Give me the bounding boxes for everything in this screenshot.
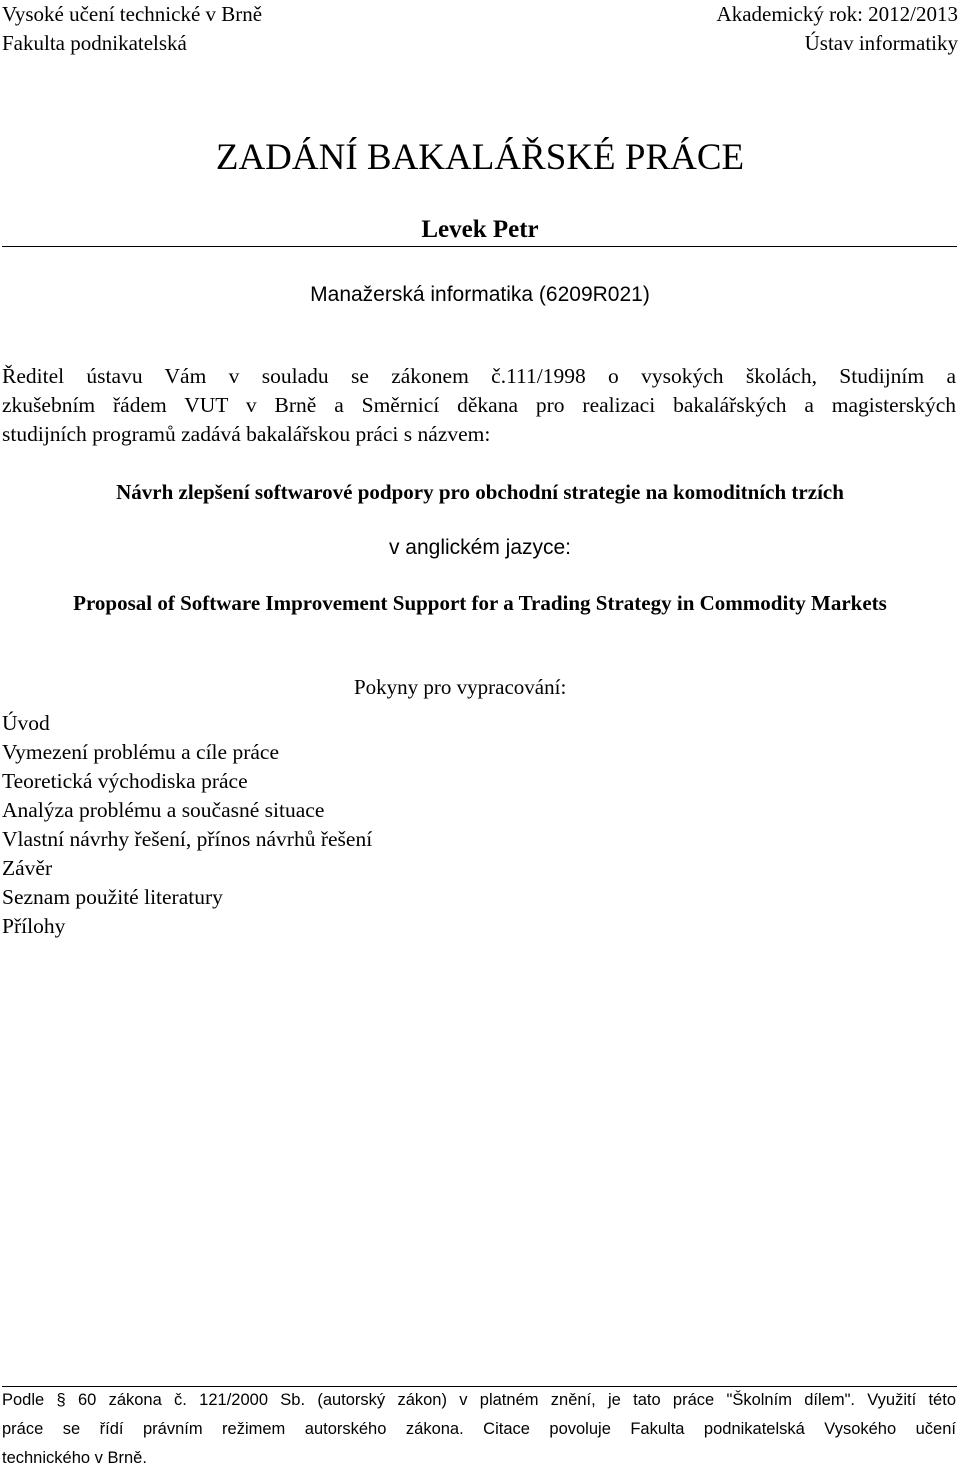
footer-line: Podle § 60 zákona č. 121/2000 Sb. (autorský zákon) v platném znění, je tato práce "Školním dílem". Využití této — [2, 1391, 956, 1409]
thesis-title-en: Proposal of Software Improvement Support for a Trading Strategy in Commodity Markets — [73, 591, 887, 615]
list-item: Úvod — [2, 711, 50, 735]
instructions-heading: Pokyny pro vypracování: — [354, 675, 567, 699]
list-item: Teoretická východiska práce — [2, 769, 248, 793]
intro-line: Ředitel ústavu Vám v souladu se zákonem č.111/1998 o vysokých školách, Studijním a — [2, 364, 956, 388]
university-name: Vysoké učení technické v Brně — [2, 2, 263, 26]
footer-line: práce se řídí právním režimem autorského zákona. Citace povoluje Fakulta podnikatelská Vysokého učení — [2, 1420, 956, 1438]
thesis-title-cz: Návrh zlepšení softwarové podpory pro obchodní strategie na komoditních trzích — [116, 480, 844, 504]
list-item: Vymezení problému a cíle práce — [2, 740, 279, 764]
intro-line: studijních programů zadává bakalářskou práci s názvem: — [2, 422, 491, 446]
list-item: Seznam použité literatury — [2, 885, 223, 909]
footer-line: technického v Brně. — [2, 1449, 147, 1467]
header-right — [717, 0, 958, 58]
list-item: Přílohy — [2, 914, 66, 938]
study-program: Manažerská informatika (6209R021) — [310, 283, 650, 306]
academic-year: Akademický rok: 2012/2013 — [716, 2, 958, 26]
student-name: Levek Petr — [421, 216, 539, 243]
english-label: v anglickém jazyce: — [388, 536, 572, 559]
footer-notice — [2, 1386, 956, 1473]
list-item: Závěr — [2, 856, 53, 880]
header-left — [2, 0, 262, 58]
outline-list — [2, 709, 372, 941]
divider-top — [2, 246, 957, 247]
institute-name: Ústav informatiky — [804, 31, 958, 55]
list-item: Analýza problému a současné situace — [2, 798, 325, 822]
intro-paragraph — [2, 362, 956, 449]
list-item: Vlastní návrhy řešení, přínos návrhů řešení — [2, 827, 373, 851]
faculty-name: Fakulta podnikatelská — [2, 31, 187, 55]
page-title: ZADÁNÍ BAKALÁŘSKÉ PRÁCE — [215, 137, 745, 178]
intro-line: zkušebním řádem VUT v Brně a Směrnicí děkana pro realizaci bakalářských a magisterských — [2, 393, 956, 417]
